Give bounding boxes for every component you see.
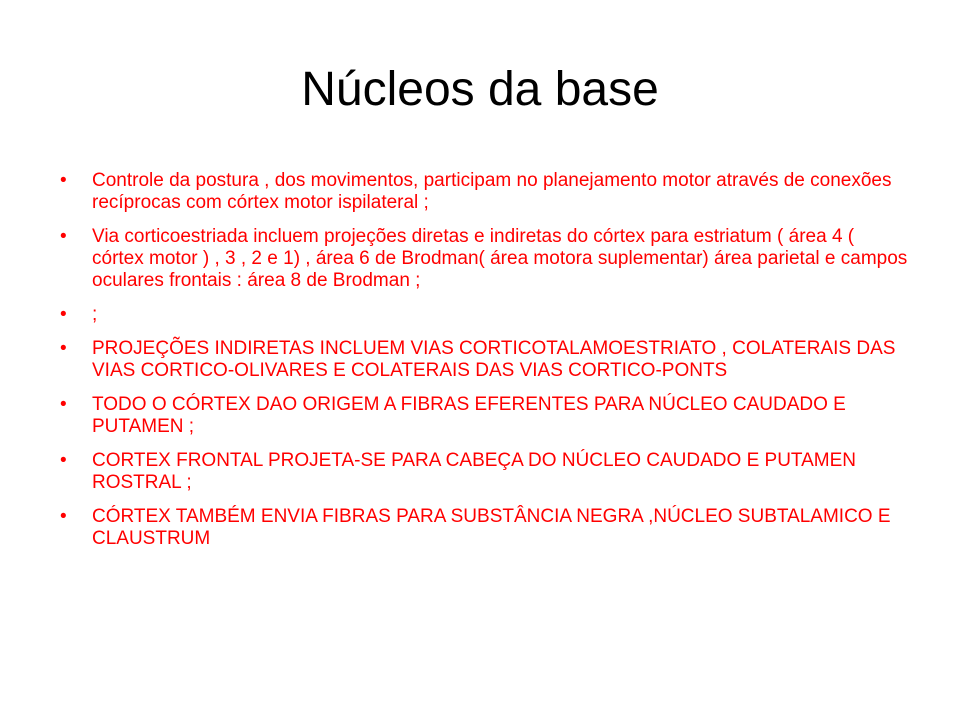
bullet-icon: • bbox=[60, 170, 67, 191]
bullet-item bbox=[60, 226, 910, 292]
bullet-icon: • bbox=[60, 450, 67, 471]
bullet-text: Via corticoestriada incluem projeções diretas e indiretas do córtex para estriatum ( área 4 ( córtex motor ) , 3 , 2 e 1) , área 6 de Brodman( área motora suplementar) área parietal e campos oculares frontais : área 8 de Brodman ; bbox=[92, 226, 908, 291]
bullet-item bbox=[60, 170, 910, 214]
bullet-icon: • bbox=[60, 304, 67, 325]
bullet-text: CORTEX FRONTAL PROJETA-SE PARA CABEÇA DO NÚCLEO CAUDADO E PUTAMEN ROSTRAL ; bbox=[92, 450, 856, 493]
bullet-item bbox=[60, 394, 910, 438]
bullet-text: Controle da postura , dos movimentos, participam no planejamento motor através de conexões recíprocas com córtex motor ispilateral ; bbox=[92, 170, 892, 213]
bullet-icon: • bbox=[60, 506, 67, 527]
bullet-list bbox=[60, 170, 910, 562]
bullet-icon: • bbox=[60, 226, 67, 247]
bullet-item bbox=[60, 304, 910, 326]
slide-title: Núcleos da base bbox=[301, 63, 659, 116]
bullet-icon: • bbox=[60, 338, 67, 359]
bullet-text: CÓRTEX TAMBÉM ENVIA FIBRAS PARA SUBSTÂNCIA NEGRA ,NÚCLEO SUBTALAMICO E CLAUSTRUM bbox=[92, 506, 891, 549]
bullet-item bbox=[60, 506, 910, 550]
bullet-item bbox=[60, 338, 910, 382]
bullet-text: PROJEÇÕES INDIRETAS INCLUEM VIAS CORTICOTALAMOESTRIATO , COLATERAIS DAS VIAS CORTICO-OLIVARES E COLATERAIS DAS VIAS CORTICO-PONTS bbox=[92, 338, 896, 381]
bullet-text: ; bbox=[92, 304, 98, 325]
bullet-text: TODO O CÓRTEX DAO ORIGEM A FIBRAS EFERENTES PARA NÚCLEO CAUDADO E PUTAMEN ; bbox=[92, 394, 846, 437]
bullet-icon: • bbox=[60, 394, 67, 415]
bullet-item bbox=[60, 450, 910, 494]
